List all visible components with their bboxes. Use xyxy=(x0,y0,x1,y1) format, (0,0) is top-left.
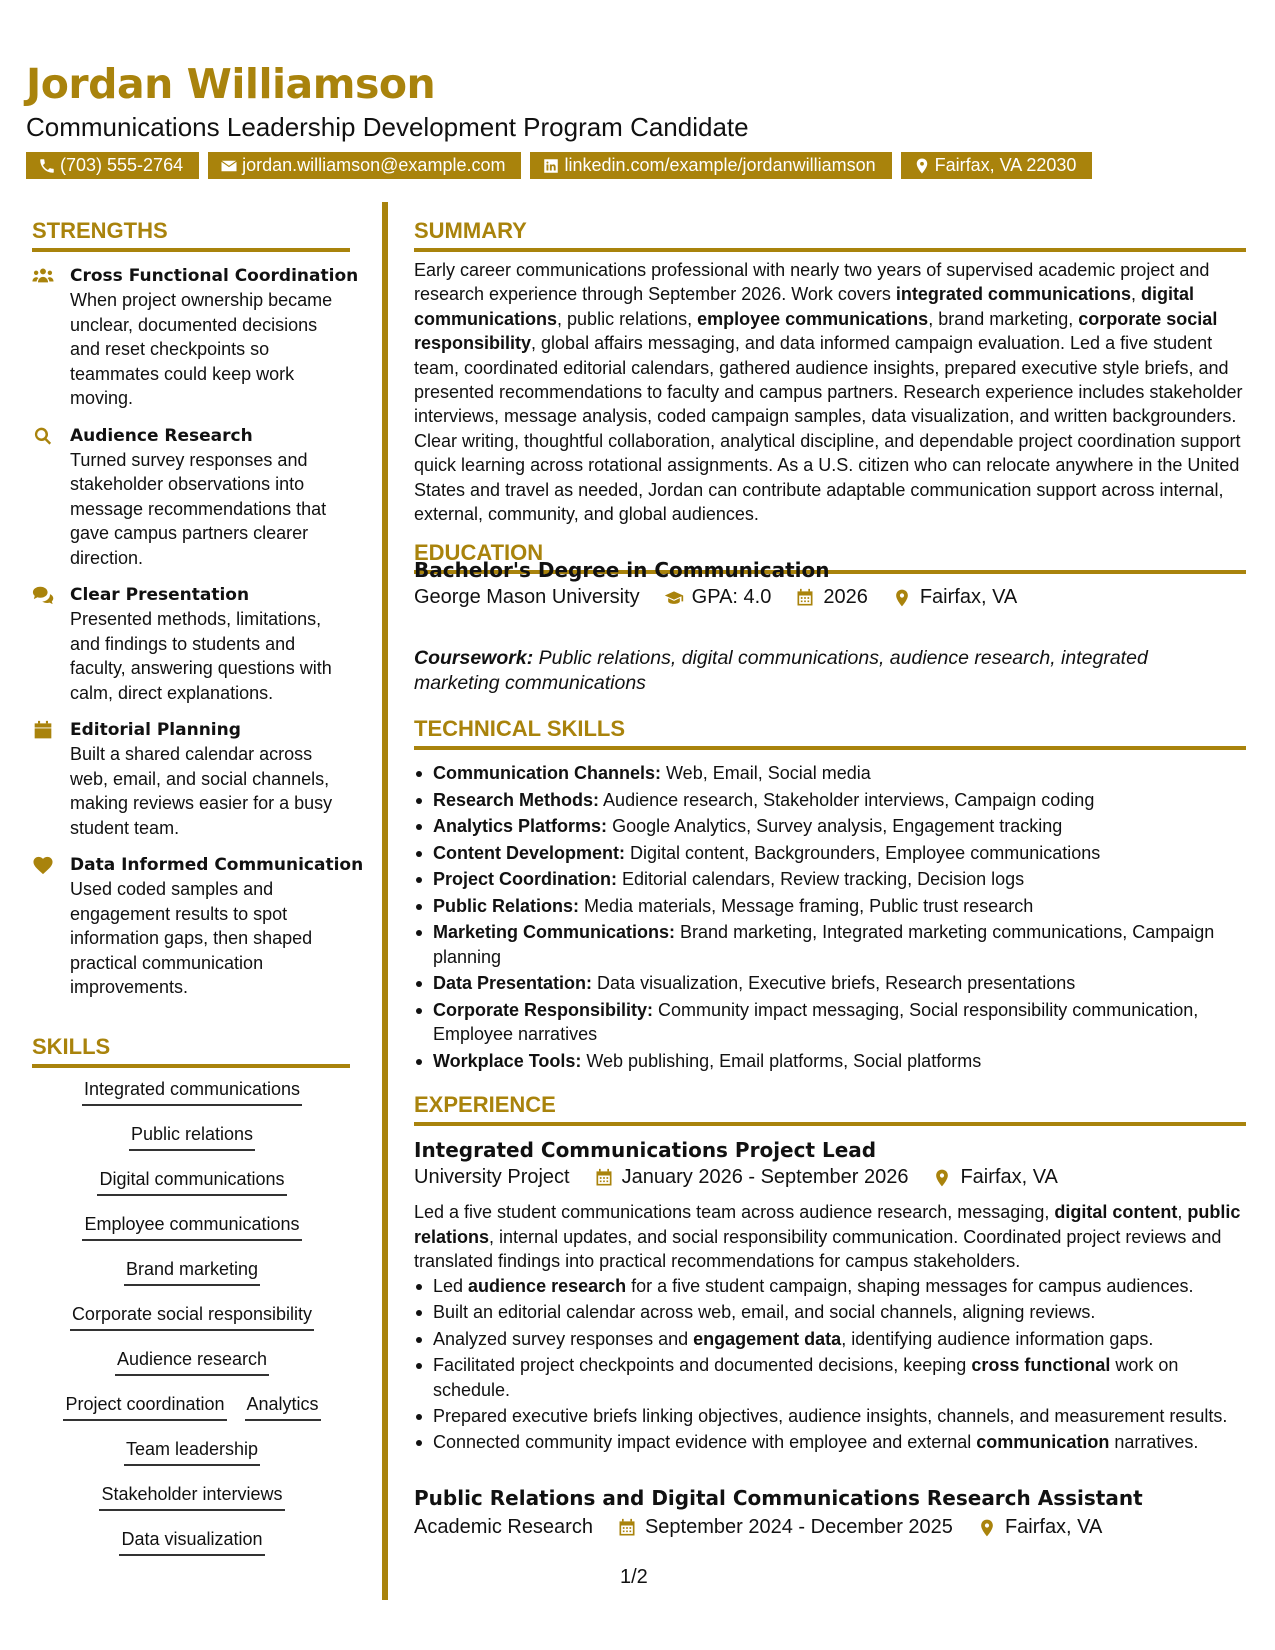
technical-skill-value: Google Analytics, Survey analysis, Engagement tracking xyxy=(607,816,1063,836)
technical-skill-item xyxy=(433,894,1253,919)
skill-row xyxy=(32,1483,352,1528)
contact-linkedin-text: linkedin.com/example/jordanwilliamson xyxy=(564,155,876,175)
strength-item xyxy=(32,424,352,571)
search-icon xyxy=(32,426,54,448)
technical-skill-label: Analytics Platforms: xyxy=(433,816,608,836)
text-segment: Early career communications professional with nearly two years of supervised academic project and research experience through September 2026. Work covers xyxy=(414,260,1210,305)
text-segment: , xyxy=(1130,284,1141,305)
strength-desc: Built a shared calendar across web, email, and social channels, making reviews easier for a busy student team. xyxy=(70,744,333,838)
technical-skill-value: Audience research, Stakeholder interviews, Campaign coding xyxy=(599,789,1095,810)
job-dates: September 2024 - December 2025 xyxy=(644,1516,953,1538)
education-heading-text: EDUCATION xyxy=(414,540,544,565)
strength-title: Cross Functional Coordination xyxy=(70,266,359,286)
emphasis-text: communication xyxy=(976,1432,1110,1453)
technical-skill-label: Workplace Tools: xyxy=(433,1050,582,1071)
technical-skill-label: Public Relations: xyxy=(433,895,580,916)
text-segment: , public relations, xyxy=(557,308,698,329)
coursework-text: Public relations, digital communications, audience research, integrated marketing communications xyxy=(414,647,1148,694)
technical-skill-item xyxy=(433,841,1253,866)
text-segment: for a five student campaign, shaping messages for campus audiences. xyxy=(626,1276,1194,1296)
job-bullet xyxy=(433,1327,1253,1351)
skill-row xyxy=(32,1258,352,1303)
skill-pill: Project coordination xyxy=(63,1393,226,1421)
technical-skill-value: Digital content, Backgrounders, Employee communications xyxy=(625,842,1101,863)
location-pin-icon xyxy=(892,588,912,608)
linkedin-icon xyxy=(542,157,560,175)
technical-skill-label: Marketing Communications: xyxy=(433,922,676,942)
graduation-year: 2026 xyxy=(823,586,868,608)
job-bullets xyxy=(414,1274,1253,1457)
strength-title: Clear Presentation xyxy=(70,585,250,605)
contact-bar xyxy=(26,152,1092,179)
job-org: University Project xyxy=(414,1166,570,1188)
skills-heading-text: SKILLS xyxy=(32,1034,111,1059)
job-org: Academic Research xyxy=(414,1516,593,1538)
strength-title: Data Informed Communication xyxy=(70,855,364,875)
strength-desc: Presented methods, limitations, and findings to students and faculty, answering questions with calm, direct explanations. xyxy=(70,609,332,703)
technical-skills-heading xyxy=(414,716,1246,750)
skill-row xyxy=(32,1168,352,1213)
gpa: GPA: 4.0 xyxy=(691,586,772,608)
strength-title: Audience Research xyxy=(70,425,253,446)
skill-pill: Integrated communications xyxy=(82,1078,302,1106)
summary-heading xyxy=(414,218,1246,252)
job-bullet xyxy=(433,1404,1253,1428)
candidate-name: Jordan Williamson xyxy=(26,60,436,108)
technical-skill-value: Web publishing, Email platforms, Social platforms xyxy=(581,1050,982,1071)
emphasis-text: audience research xyxy=(468,1276,627,1296)
calendar-icon xyxy=(795,588,815,608)
text-segment: Connected community impact evidence with employee and external xyxy=(433,1432,977,1453)
skill-pill: Team leadership xyxy=(124,1438,260,1466)
degree-title: Bachelor's Degree in Communication xyxy=(414,558,830,582)
comments-icon xyxy=(32,585,54,607)
contact-email-text: jordan.williamson@example.com xyxy=(242,155,506,175)
text-segment: , brand marketing, xyxy=(928,308,1079,329)
technical-skill-label: Project Coordination: xyxy=(433,869,617,889)
skill-row xyxy=(32,1438,352,1483)
technical-skill-item xyxy=(433,920,1253,969)
text-segment: , global affairs messaging, and data informed campaign evaluation. Led a five student team, coordinated editorial calendars, gathered audience insights, prepared executive style briefs, and presented recommendations to faculty and campus partners. Research experience includes stakeholder interviews, message analysis, coded campaign samples, data visualization, and written backgrounders. Clear writing, thoughtful collaboration, analytical discipline, and dependable project coordination support quick learning across rotational assignments. As a U.S. citizen who can relocate anywhere in the United States and travel as needed, Jordan can contribute adaptable communication support across internal, external, community, and global audiences. xyxy=(414,333,1243,525)
strength-desc: Turned survey responses and stakeholder observations into message recommendations that gave campus partners clearer direction. xyxy=(70,449,327,568)
technical-skill-item xyxy=(433,867,1253,892)
strengths-list xyxy=(32,264,364,1013)
school-name: George Mason University xyxy=(414,586,640,608)
location-pin-icon xyxy=(932,1168,952,1188)
technical-skill-value: Editorial calendars, Review tracking, Decision logs xyxy=(617,869,1025,889)
skill-pill: Corporate social responsibility xyxy=(70,1303,314,1331)
skill-row xyxy=(32,1393,352,1438)
phone-icon xyxy=(38,157,56,175)
emphasis-text: public relations xyxy=(414,1202,1241,1247)
contact-linkedin[interactable] xyxy=(530,152,891,179)
technical-skill-item xyxy=(433,971,1253,996)
job-bullet xyxy=(433,1430,1253,1454)
job-title: Public Relations and Digital Communications Research Assistant xyxy=(414,1486,1143,1510)
strength-item xyxy=(32,264,359,411)
coursework xyxy=(414,646,1214,695)
strength-item xyxy=(32,718,352,840)
strength-item xyxy=(32,583,352,705)
skill-row xyxy=(32,1348,352,1393)
text-segment: , xyxy=(1177,1202,1188,1222)
technical-skill-label: Corporate Responsibility: xyxy=(433,999,654,1020)
strengths-heading xyxy=(32,218,350,252)
job-title: Integrated Communications Project Lead xyxy=(414,1138,877,1162)
page-number: 1/2 xyxy=(620,1566,648,1588)
job-location: Fairfax, VA xyxy=(960,1166,1058,1188)
location-pin-icon xyxy=(913,157,931,175)
skill-pill: Analytics xyxy=(245,1393,321,1421)
skills-heading xyxy=(32,1034,350,1068)
calendar-icon xyxy=(32,720,54,742)
emphasis-text: digital communications xyxy=(414,284,1194,329)
job-bullet xyxy=(433,1300,1253,1324)
technical-skill-label: Research Methods: xyxy=(433,789,600,810)
emphasis-text: cross functional xyxy=(971,1355,1111,1376)
envelope-icon xyxy=(220,157,238,175)
technical-skill-value: Media materials, Message framing, Public trust research xyxy=(579,895,1034,916)
candidate-headline: Communications Leadership Development Program Candidate xyxy=(26,112,749,142)
technical-skill-item xyxy=(433,998,1253,1047)
job-location: Fairfax, VA xyxy=(1004,1516,1103,1538)
skill-pill: Brand marketing xyxy=(124,1258,260,1286)
technical-skill-item xyxy=(433,814,1253,839)
calendar-icon xyxy=(617,1518,637,1538)
job-bullet xyxy=(433,1353,1253,1402)
coursework-label: Coursework: xyxy=(414,647,534,669)
education-meta xyxy=(414,586,1017,609)
skill-row xyxy=(32,1078,352,1123)
graduation-cap-icon xyxy=(664,588,684,608)
heart-icon xyxy=(32,855,54,877)
emphasis-text: corporate social responsibility xyxy=(414,308,1218,354)
job-dates: January 2026 - September 2026 xyxy=(621,1166,909,1188)
technical-skill-value: Web, Email, Social media xyxy=(661,763,871,783)
technical-skill-value: Brand marketing, Integrated marketing communications, Campaign planning xyxy=(433,922,1215,967)
text-segment: Led a five student communications team across audience research, messaging, xyxy=(414,1202,1055,1222)
text-segment: Prepared executive briefs linking objectives, audience insights, channels, and measurement results. xyxy=(433,1406,1228,1427)
skill-row xyxy=(32,1528,352,1573)
technical-skill-label: Communication Channels: xyxy=(433,763,662,783)
strength-desc: When project ownership became unclear, documented decisions and reset checkpoints so teammates could keep work moving. xyxy=(70,290,333,408)
users-icon xyxy=(32,266,54,288)
column-divider xyxy=(382,202,388,1600)
technical-skill-label: Content Development: xyxy=(433,842,626,863)
technical-skill-item xyxy=(433,1049,1253,1074)
skill-row xyxy=(32,1123,352,1168)
strengths-heading-text: STRENGTHS xyxy=(32,218,168,243)
emphasis-text: integrated communications xyxy=(895,284,1131,305)
technical-skills-list xyxy=(414,761,1253,1075)
text-segment: work on schedule. xyxy=(433,1355,1179,1400)
job-bullet xyxy=(433,1274,1253,1298)
skill-pill: Employee communications xyxy=(82,1213,301,1241)
job-meta xyxy=(414,1516,1102,1539)
job-meta xyxy=(414,1166,1058,1189)
skill-row xyxy=(32,1213,352,1258)
skill-pill: Data visualization xyxy=(119,1528,264,1556)
school-location: Fairfax, VA xyxy=(919,586,1018,608)
text-segment: Built an editorial calendar across web, email, and social channels, aligning reviews. xyxy=(433,1302,1096,1323)
contact-location xyxy=(901,152,1093,179)
skill-pill: Digital communications xyxy=(97,1168,286,1196)
text-segment: narratives. xyxy=(1109,1432,1199,1453)
technical-skill-item xyxy=(433,761,1253,786)
skill-pill: Audience research xyxy=(115,1348,269,1376)
skill-pill: Public relations xyxy=(129,1123,255,1151)
location-pin-icon xyxy=(977,1518,997,1538)
technical-skill-value: Data visualization, Executive briefs, Research presentations xyxy=(592,973,1076,993)
technical-skills-heading-text: TECHNICAL SKILLS xyxy=(414,716,626,741)
text-segment: , internal updates, and social responsibility communication. Coordinated project reviews and translated findings into practical recommendations for campus stakeholders. xyxy=(414,1226,1222,1271)
contact-location-text: Fairfax, VA 22030 xyxy=(934,155,1077,175)
technical-skill-label: Data Presentation: xyxy=(433,973,593,993)
experience-heading xyxy=(414,1092,1246,1126)
calendar-icon xyxy=(594,1168,614,1188)
experience-heading-text: EXPERIENCE xyxy=(414,1092,556,1117)
emphasis-text: engagement data xyxy=(693,1328,842,1349)
skill-pill: Stakeholder interviews xyxy=(99,1483,284,1511)
skills-list xyxy=(32,1078,352,1573)
technical-skill-value: Community impact messaging, Social responsibility communication, Employee narratives xyxy=(433,999,1199,1044)
summary-heading-text: SUMMARY xyxy=(414,218,527,243)
contact-phone[interactable] xyxy=(26,152,199,179)
strength-item xyxy=(32,853,364,1000)
strength-title: Editorial Planning xyxy=(70,720,241,740)
text-segment: Analyzed survey responses and xyxy=(433,1328,694,1349)
contact-phone-text: (703) 555-2764 xyxy=(60,155,184,175)
technical-skill-item xyxy=(433,788,1253,813)
emphasis-text: employee communications xyxy=(697,308,929,329)
job-description xyxy=(414,1200,1244,1274)
strength-desc: Used coded samples and engagement results to spot information gaps, then shaped practical communication improvements. xyxy=(70,879,313,997)
text-segment: Led xyxy=(433,1276,469,1296)
skill-row xyxy=(32,1303,352,1348)
contact-email[interactable] xyxy=(208,152,521,179)
text-segment: , identifying audience information gaps. xyxy=(841,1328,1154,1349)
text-segment: Facilitated project checkpoints and documented decisions, keeping xyxy=(433,1355,972,1376)
summary-text xyxy=(414,258,1250,526)
emphasis-text: digital content xyxy=(1054,1202,1178,1222)
